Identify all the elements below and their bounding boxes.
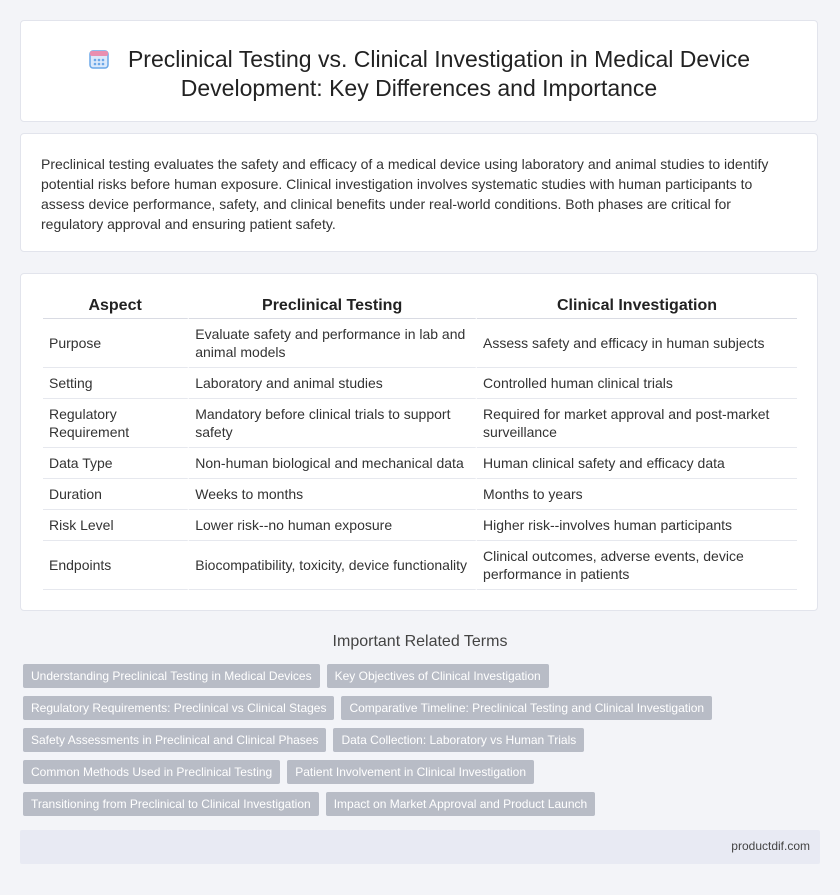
related-term-tag[interactable]: Common Methods Used in Preclinical Testing <box>23 760 280 784</box>
table-row <box>43 479 797 510</box>
related-term-tag[interactable]: Regulatory Requirements: Preclinical vs Clinical Stages <box>23 696 334 720</box>
related-term-tag[interactable]: Safety Assessments in Preclinical and Clinical Phases <box>23 728 326 752</box>
table-header-row <box>43 295 797 319</box>
page-title: Preclinical Testing vs. Clinical Investigation in Medical Device Development: Key Differences and Importance <box>127 46 751 101</box>
table-cell: Setting <box>43 368 189 399</box>
table-cell: Risk Level <box>43 510 189 541</box>
related-term-tag[interactable]: Comparative Timeline: Preclinical Testing and Clinical Investigation <box>341 696 712 720</box>
table-cell: Months to years <box>477 479 797 510</box>
tag-row <box>23 664 823 688</box>
table-cell: Endpoints <box>43 541 189 590</box>
table-row <box>43 541 797 590</box>
tag-row <box>23 760 823 784</box>
table-row <box>43 510 797 541</box>
footer-site-link[interactable]: productdif.com <box>731 839 810 853</box>
table-header-aspect: Aspect <box>43 295 189 319</box>
table-cell: Controlled human clinical trials <box>477 368 797 399</box>
table-header-clinical: Clinical Investigation <box>477 295 797 319</box>
table-row <box>43 448 797 479</box>
table-row <box>43 399 797 448</box>
tag-row <box>23 728 823 752</box>
summary-text: Preclinical testing evaluates the safety and efficacy of a medical device using laboratory and animal studies to identify potential risks before human exposure. Clinical investigation involves systematic studies with human participants to assess device performance, safety, and clinical benefits under real-world conditions. Both phases are critical for regulatory approval and ensuring patient safety. <box>41 156 769 232</box>
related-term-tag[interactable]: Data Collection: Laboratory vs Human Trials <box>333 728 584 752</box>
related-term-tag[interactable]: Patient Involvement in Clinical Investigation <box>287 760 534 784</box>
table-cell: Lower risk--no human exposure <box>189 510 477 541</box>
table-cell: Required for market approval and post-market surveillance <box>477 399 797 448</box>
comparison-table <box>43 295 797 590</box>
table-header-preclinical: Preclinical Testing <box>189 295 477 319</box>
related-terms-list <box>23 664 823 824</box>
table-cell: Duration <box>43 479 189 510</box>
table-cell: Non-human biological and mechanical data <box>189 448 477 479</box>
table-cell: Purpose <box>43 319 189 368</box>
table-cell: Weeks to months <box>189 479 477 510</box>
related-term-tag[interactable]: Key Objectives of Clinical Investigation <box>327 664 549 688</box>
page-title-wrap <box>61 45 777 103</box>
table-cell: Assess safety and efficacy in human subjects <box>477 319 797 368</box>
table-cell: Laboratory and animal studies <box>189 368 477 399</box>
table-cell: Data Type <box>43 448 189 479</box>
calendar-icon <box>88 48 110 70</box>
tag-row <box>23 792 823 816</box>
table-row <box>43 319 797 368</box>
table-cell: Evaluate safety and performance in lab and animal models <box>189 319 477 368</box>
tag-row <box>23 696 823 720</box>
header-card <box>20 20 818 122</box>
table-cell: Higher risk--involves human participants <box>477 510 797 541</box>
table-cell: Clinical outcomes, adverse events, device performance in patients <box>477 541 797 590</box>
table-cell: Regulatory Requirement <box>43 399 189 448</box>
related-term-tag[interactable]: Transitioning from Preclinical to Clinical Investigation <box>23 792 319 816</box>
summary-card <box>20 133 818 252</box>
related-term-tag[interactable]: Understanding Preclinical Testing in Medical Devices <box>23 664 320 688</box>
related-term-tag[interactable]: Impact on Market Approval and Product Launch <box>326 792 595 816</box>
table-cell: Human clinical safety and efficacy data <box>477 448 797 479</box>
comparison-table-card <box>20 273 818 611</box>
footer <box>20 830 820 864</box>
table-row <box>43 368 797 399</box>
table-cell: Biocompatibility, toxicity, device functionality <box>189 541 477 590</box>
related-terms-title: Important Related Terms <box>332 633 508 650</box>
table-cell: Mandatory before clinical trials to support safety <box>189 399 477 448</box>
